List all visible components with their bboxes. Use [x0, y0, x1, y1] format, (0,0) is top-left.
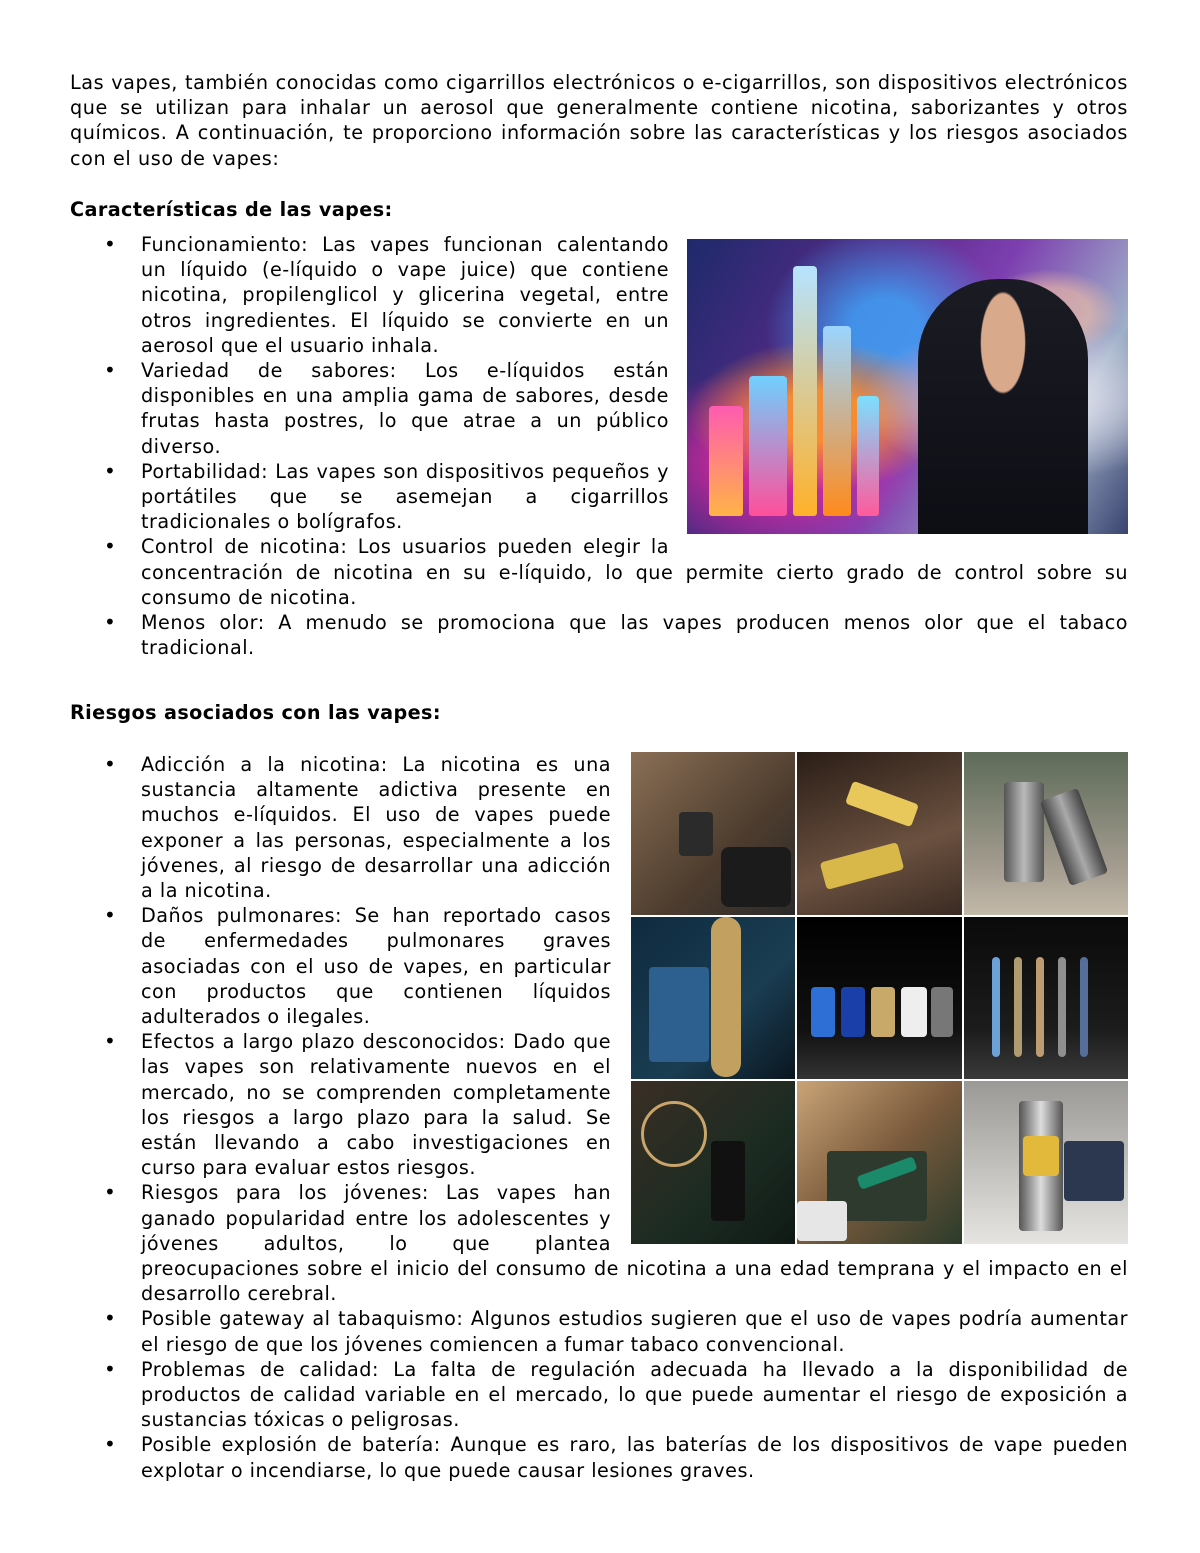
- list-item: • Menos olor: A menudo se promociona que las vapes producen menos olor que el tabaco tradicional.: [70, 610, 1128, 660]
- heading-riesgos: Riesgos asociados con las vapes:: [70, 701, 441, 724]
- list-item: • Adicción a la nicotina: La nicotina es una sustancia altamente adictiva presente en muchos e-líquidos. El uso de vapes puede exponer a las personas, especialmente a los jóvenes, al riesgo de desarrollar una adicción a la nicotina.: [70, 752, 1128, 903]
- list-item: • Funcionamiento: Las vapes funcionan calentando un líquido (e-líquido o vape juice) que contiene nicotina, propilenglicol y glicerina vegetal, entre otros ingredientes. El líquido se convierte en un aerosol que el usuario inhala.: [70, 232, 1128, 358]
- list-item: • Daños pulmonares: Se han reportado casos de enfermedades pulmonares graves asociadas con el uso de vapes, en particular con productos que contienen líquidos adulterados o ilegales.: [70, 903, 1128, 1029]
- list-item: • Posible gateway al tabaquismo: Algunos estudios sugieren que el uso de vapes podría aumentar el riesgo de que los jóvenes comiencen a fumar tabaco convencional.: [70, 1306, 1128, 1356]
- list-item: • Efectos a largo plazo desconocidos: Dado que las vapes son relativamente nuevos en el mercado, no se comprenden completamente los riesgos a largo plazo para la salud. Se están llevando a cabo investigaciones en curso para evaluar estos riesgos.: [70, 1029, 1128, 1180]
- list-riesgos: [70, 752, 1128, 1483]
- list-item: • Variedad de sabores: Los e-líquidos están disponibles en una amplia gama de sabores, desde frutas hasta postres, lo que atrae a un público diverso.: [70, 358, 1128, 459]
- list-caracteristicas: [70, 232, 1128, 660]
- list-item: • Riesgos para los jóvenes: Las vapes han ganado popularidad entre los adolescentes y jóvenes adultos, lo que plantea preocupaciones sobre el inicio del consumo de nicotina a una edad temprana y el impacto en el desarrollo cerebral.: [70, 1180, 1128, 1306]
- intro-paragraph: Las vapes, también conocidas como cigarrillos electrónicos o e-cigarrillos, son dispositivos electrónicos que se utilizan para inhalar un aerosol que generalmente contiene nicotina, saborizantes y otros químicos. A continuación, te proporciono información sobre las características y los riesgos asociados con el uso de vapes:: [70, 71, 1128, 170]
- list-item: • Problemas de calidad: La falta de regulación adecuada ha llevado a la disponibilidad de productos de calidad variable en el mercado, lo que puede aumentar el riesgo de exposición a sustancias tóxicas o peligrosas.: [70, 1357, 1128, 1433]
- heading-caracteristicas: Características de las vapes:: [70, 198, 393, 221]
- list-item: • Posible explosión de batería: Aunque es raro, las baterías de los dispositivos de vape pueden explotar o incendiarse, lo que puede causar lesiones graves.: [70, 1432, 1128, 1482]
- list-item: • Control de nicotina: Los usuarios pueden elegir la concentración de nicotina en su e-líquido, lo que permite cierto grado de control sobre su consumo de nicotina.: [70, 534, 1128, 610]
- list-item: • Portabilidad: Las vapes son dispositivos pequeños y portátiles que se asemejan a cigarrillos tradicionales o bolígrafos.: [70, 459, 1128, 535]
